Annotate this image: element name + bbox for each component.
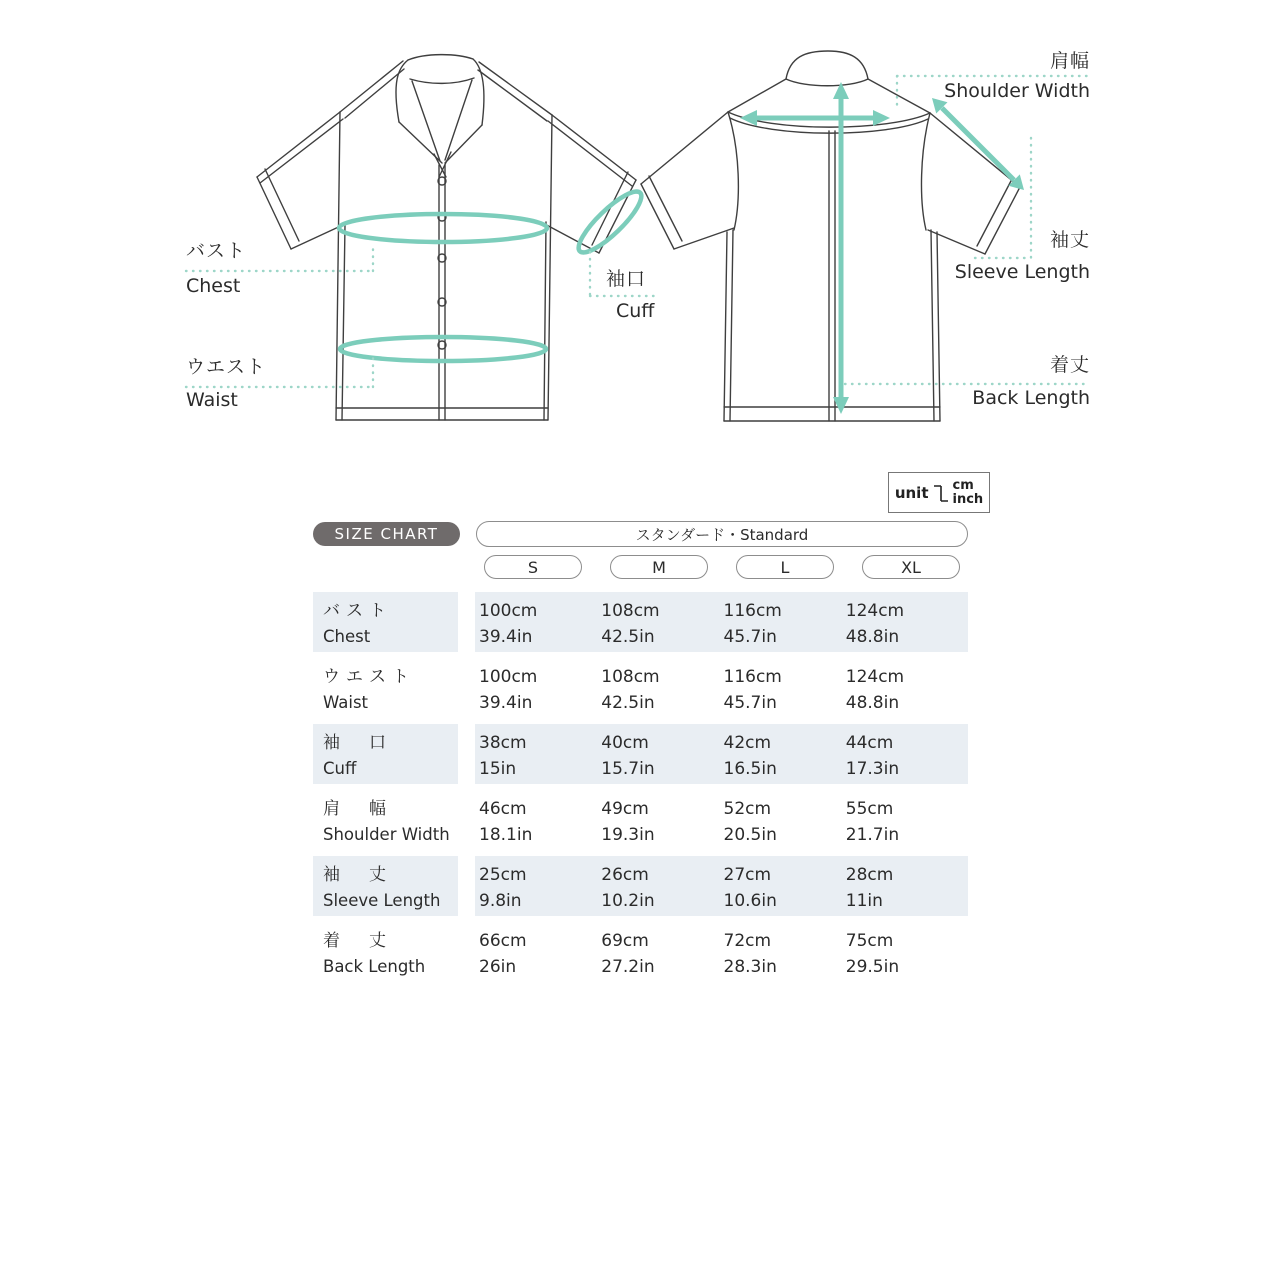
back-length-label-en: Back Length — [972, 387, 1090, 409]
chest-label-en: Chest — [186, 275, 241, 297]
value-cell: 116cm 45.7in — [723, 601, 782, 647]
value-cell: 124cm 48.8in — [845, 667, 905, 713]
table-row-sleeve-length — [313, 856, 968, 916]
cuff-measure-ellipse — [571, 184, 648, 260]
value-cell: 55cm 21.7in — [845, 799, 900, 845]
row-label-en: Cuff — [323, 759, 357, 778]
row-label-jp: 肩 幅 — [323, 799, 392, 819]
unit-bracket-icon — [934, 480, 948, 506]
value-cell: 124cm 48.8in — [845, 601, 905, 647]
value-cell: 100cm 39.4in — [479, 667, 538, 713]
size-chart-title: SIZE CHART — [313, 522, 460, 546]
row-label-jp: ウエスト — [323, 667, 415, 687]
table-row-chest — [313, 592, 968, 652]
waist-label-en: Waist — [186, 389, 238, 411]
back-shirt-illustration — [641, 51, 1020, 421]
row-label-en: Back Length — [323, 957, 426, 976]
chest-label-jp: バスト — [186, 240, 247, 262]
value-cell: 116cm 45.7in — [723, 667, 782, 713]
value-cell: 46cm 18.1in — [479, 799, 533, 845]
chest-measure-ellipse — [339, 214, 547, 242]
value-cell: 52cm 20.5in — [723, 799, 777, 845]
size-pill-s[interactable]: S — [484, 555, 582, 579]
row-label-en: Sleeve Length — [323, 891, 441, 910]
size-pill-l[interactable]: L — [736, 555, 834, 579]
variant-pill: スタンダード・Standard — [476, 521, 968, 547]
row-label-jp: 着 丈 — [323, 931, 392, 951]
size-pill-xl[interactable]: XL — [862, 555, 960, 579]
value-cell: 44cm 17.3in — [845, 733, 900, 779]
row-label-en: Waist — [323, 693, 369, 712]
table-row-back-length — [313, 922, 968, 982]
back-length-label-jp: 着丈 — [1049, 354, 1090, 376]
unit-cm: cm — [952, 477, 974, 493]
value-cell: 108cm 42.5in — [601, 601, 660, 647]
value-cell: 26cm 10.2in — [601, 865, 655, 911]
value-cell: 66cm 26in — [479, 931, 527, 977]
measurements-table — [313, 592, 968, 988]
unit-box — [888, 472, 990, 513]
row-label-jp: 袖 口 — [323, 733, 392, 753]
sleeve-length-arrow — [942, 108, 1014, 180]
value-cell: 25cm 9.8in — [479, 865, 527, 911]
shoulder-width-label-jp: 肩幅 — [1049, 50, 1090, 72]
value-cell: 108cm 42.5in — [601, 667, 660, 713]
cuff-label-en: Cuff — [616, 300, 655, 322]
row-label-en: Chest — [323, 627, 371, 646]
value-cell: 100cm 39.4in — [479, 601, 538, 647]
table-row-shoulder-width — [313, 790, 968, 850]
unit-inch: inch — [952, 491, 984, 507]
size-pill-m[interactable]: M — [610, 555, 708, 579]
value-cell: 42cm 16.5in — [723, 733, 777, 779]
waist-label-jp: ウエスト — [186, 356, 267, 378]
size-pills-row — [476, 555, 968, 579]
sleeve-length-label-jp: 袖丈 — [1049, 229, 1090, 251]
row-label-en: Shoulder Width — [323, 825, 450, 844]
table-row-cuff — [313, 724, 968, 784]
value-cell: 72cm 28.3in — [723, 931, 777, 977]
front-shirt-illustration — [257, 55, 636, 420]
unit-label: unit — [894, 483, 929, 502]
row-label-jp: 袖 丈 — [323, 865, 392, 885]
value-cell: 27cm 10.6in — [723, 865, 777, 911]
cuff-label-jp: 袖口 — [606, 268, 647, 290]
value-cell: 49cm 19.3in — [601, 799, 655, 845]
shoulder-width-label-en: Shoulder Width — [944, 80, 1090, 102]
sleeve-length-label-en: Sleeve Length — [954, 261, 1090, 283]
value-cell: 69cm 27.2in — [601, 931, 655, 977]
row-label-jp: バスト — [323, 601, 392, 621]
table-row-waist — [313, 658, 968, 718]
measurement-overlays — [339, 82, 1024, 414]
value-cell: 40cm 15.7in — [601, 733, 655, 779]
value-cell: 28cm 11in — [845, 865, 894, 911]
value-cell: 38cm 15in — [479, 733, 527, 779]
value-cell: 75cm 29.5in — [845, 931, 900, 977]
